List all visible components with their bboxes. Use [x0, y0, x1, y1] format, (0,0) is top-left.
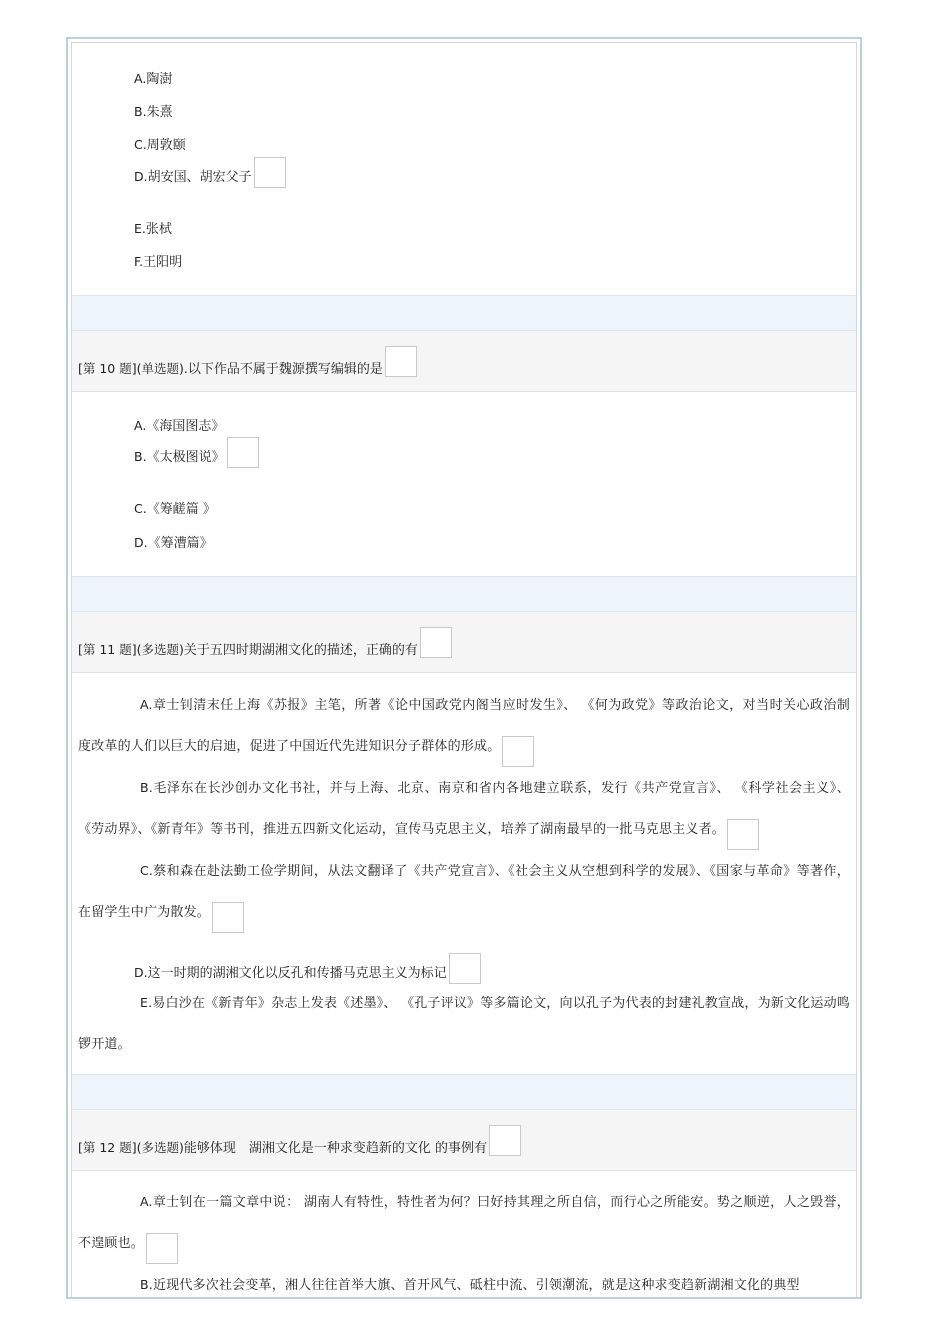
question-10-header	[72, 331, 856, 392]
q11-option-b[interactable]: B.毛泽东在长沙创办文化书社，并与上海、北京、南京和省内各地建立联系，发行《共产党宣言》、 《科学社会主义》、《劳动界》、《新青年》等书刊，推进五四新文化运动，宣传马克思主义，培养了湖南最早的一批马克思主义者。	[78, 767, 850, 850]
q10-option-c[interactable]: C.《筹鹾篇 》	[134, 501, 216, 517]
question-12-header	[72, 1110, 856, 1171]
q12-option-a[interactable]: A.章士钊在一篇文章中说： 湖南人有特性，特性者为何？曰好持其理之所自信，而行心之所能安。势之顺逆，人之毁誉，不遑顾也。	[78, 1181, 850, 1264]
answer-checkbox[interactable]	[212, 902, 244, 933]
q10-option-b[interactable]: B.《太极图说》	[134, 437, 850, 468]
answer-checkbox[interactable]	[385, 346, 417, 377]
q9-option-a[interactable]: A.陶澍	[134, 71, 173, 87]
answer-checkbox[interactable]	[727, 819, 759, 850]
answer-checkbox[interactable]	[254, 157, 286, 188]
answer-checkbox[interactable]	[420, 627, 452, 658]
q11-option-a[interactable]: A.章士钊清末任上海《苏报》主笔，所著《论中国政党内阁当应时发生》、 《何为政党》等政治论文，对当时关心政治制度改革的人们以巨大的启迪，促进了中国近代先进知识分子群体的形成。	[78, 684, 850, 767]
q9-option-e[interactable]: E.张栻	[134, 221, 172, 237]
q11-option-d[interactable]: D.这一时期的湖湘文化以反孔和传播马克思主义为标记	[134, 953, 850, 984]
q11-option-e[interactable]: E.易白沙在《新青年》杂志上发表《述墨》、 《孔子评议》等多篇论文，向以孔子为代表的封建礼教宣战，为新文化运动鸣锣开道。	[78, 995, 850, 1052]
question-11-title: [第 11 题](多选题)关于五四时期湖湘文化的描述，正确的有	[78, 627, 452, 658]
question-10-title: [第 10 题](单选题).以下作品不属于魏源撰写编辑的是	[78, 346, 417, 377]
q11-option-c[interactable]: C.蔡和森在赴法勤工俭学期间，从法文翻译了《共产党宣言》、《社会主义从空想到科学的发展》、《国家与革命》等著作，在留学生中广为散发。	[78, 850, 850, 933]
section-divider	[72, 1074, 856, 1110]
q12-option-b[interactable]: B.近现代多次社会变革，湘人往往首举大旗、首开风气、砥柱中流、引领潮流，就是这种求变趋新湖湘文化的典型	[140, 1277, 800, 1293]
q9-option-b[interactable]: B.朱熹	[134, 104, 173, 120]
q10-option-d[interactable]: D.《筹漕篇》	[134, 535, 213, 551]
answer-checkbox[interactable]	[227, 437, 259, 468]
exam-content	[71, 42, 857, 1297]
question-11-header	[72, 612, 856, 673]
q9-option-f[interactable]: F.王阳明	[134, 254, 183, 270]
q9-option-d[interactable]: D.胡安国、胡宏父子	[134, 157, 850, 188]
answer-checkbox[interactable]	[146, 1233, 178, 1264]
page-frame	[66, 37, 862, 1299]
answer-checkbox[interactable]	[489, 1125, 521, 1156]
section-divider	[72, 576, 856, 612]
q9-option-c[interactable]: C.周敦颐	[134, 137, 186, 153]
answer-checkbox[interactable]	[502, 736, 534, 767]
question-12-title: [第 12 题](多选题)能够体现 湖湘文化是一种求变趋新的文化 的事例有	[78, 1125, 521, 1156]
answer-checkbox[interactable]	[449, 953, 481, 984]
q10-option-a[interactable]: A.《海国图志》	[134, 418, 225, 434]
section-divider	[72, 295, 856, 331]
